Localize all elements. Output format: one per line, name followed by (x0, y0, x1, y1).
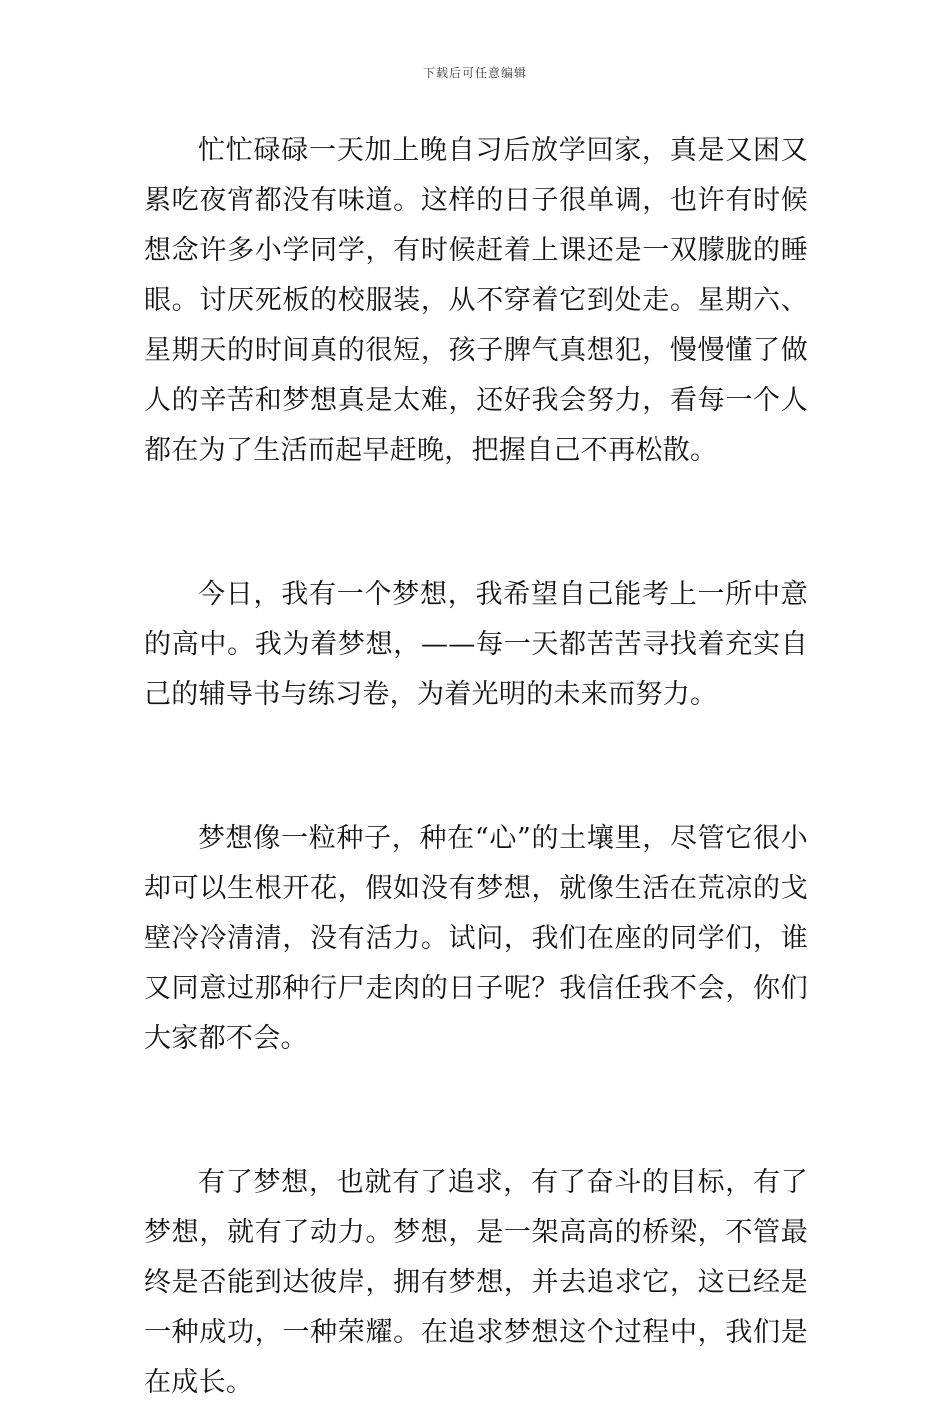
paragraph-1: 忙忙碌碌一天加上晚自习后放学回家，真是又困又累吃夜宵都没有味道。这样的日子很单调，也许有时候想念许多小学同学，有时候赶着上课还是一双朦胧的睡眼。讨厌死板的校服装，从不穿着它到处走。星期六、星期天的时间真的很短，孩子脾气真想犯，慢慢懂了做人的辛苦和梦想真是太难，还好我会努力，看每一个人都在为了生活而起早赶晚，把握自己不再松散。 (144, 135, 808, 466)
paragraph-2: 今日，我有一个梦想，我希望自己能考上一所中意的高中。我为着梦想，——每一天都苦苦寻找着充实自己的辅导书与练习卷，为着光明的未来而努力。 (144, 579, 808, 710)
paragraph-4: 有了梦想，也就有了追求，有了奋斗的目标，有了梦想，就有了动力。梦想，是一架高高的桥梁，不管最终是否能到达彼岸，拥有梦想，并去追求它，这已经是一种成功，一种荣耀。在追求梦想这个过程中，我们是在成长。 (144, 1167, 808, 1398)
header-note: 下载后可任意编辑 (422, 66, 527, 80)
article-body (144, 126, 808, 1408)
paragraph-3: 梦想像一粒种子，种在“心”的土壤里，尽管它很小却可以生根开花，假如没有梦想，就像生活在荒凉的戈壁冷冷清清，没有活力。试问，我们在座的同学们，谁又同意过那种行尸走肉的日子呢？我信任我不会，你们大家都不会。 (144, 823, 808, 1054)
